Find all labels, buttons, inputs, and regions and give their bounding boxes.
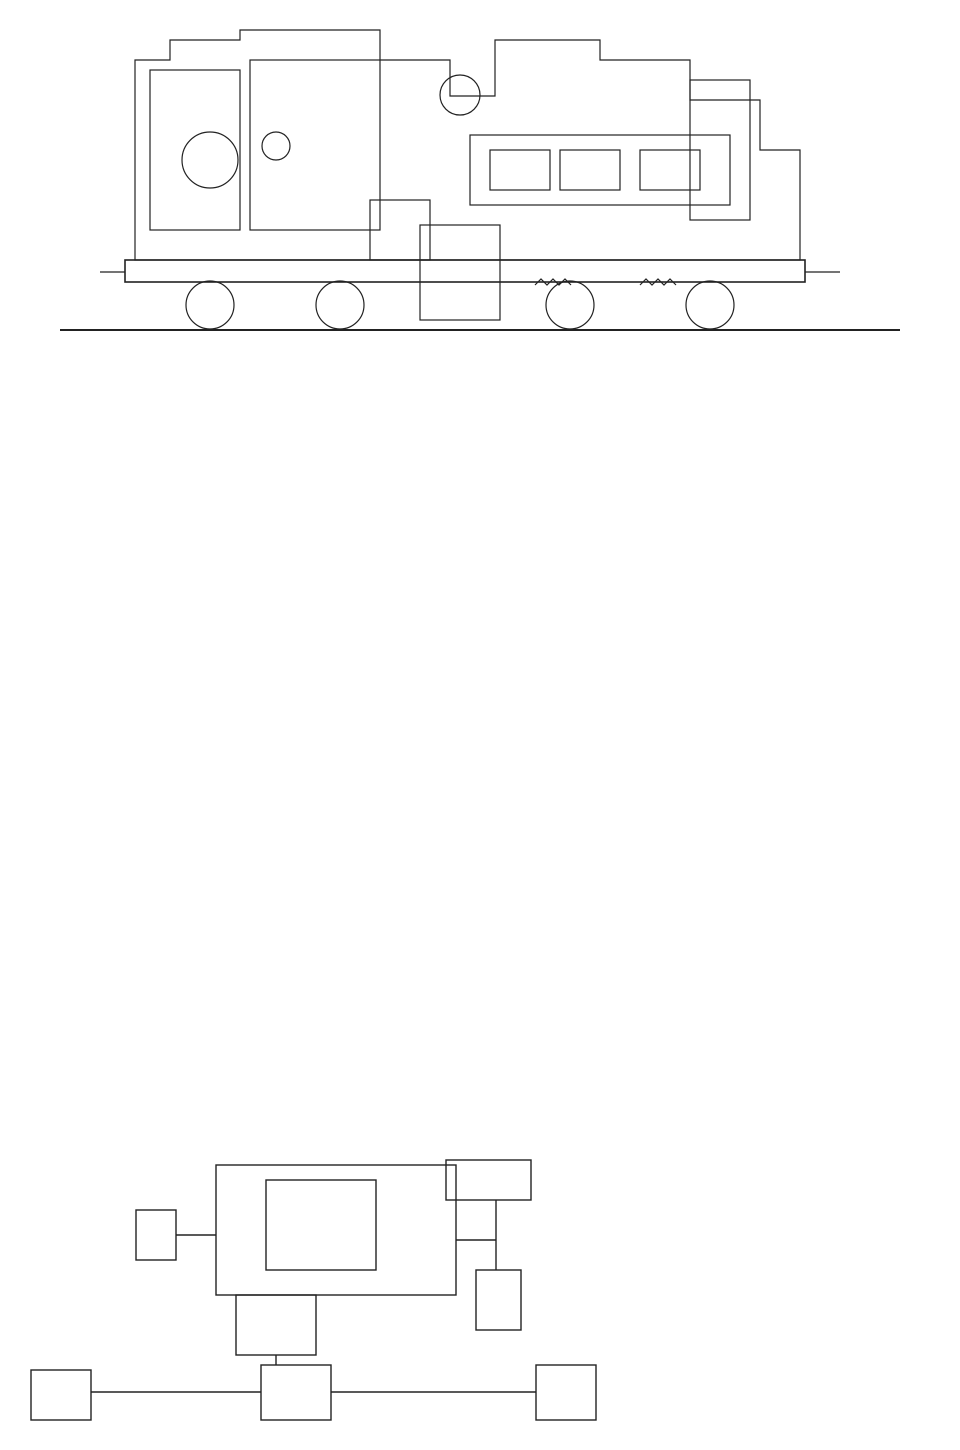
left-column	[6, 604, 471, 644]
power-transmission-diagram	[6, 1120, 611, 1440]
locomotive-arrangement-drawing	[40, 0, 920, 420]
